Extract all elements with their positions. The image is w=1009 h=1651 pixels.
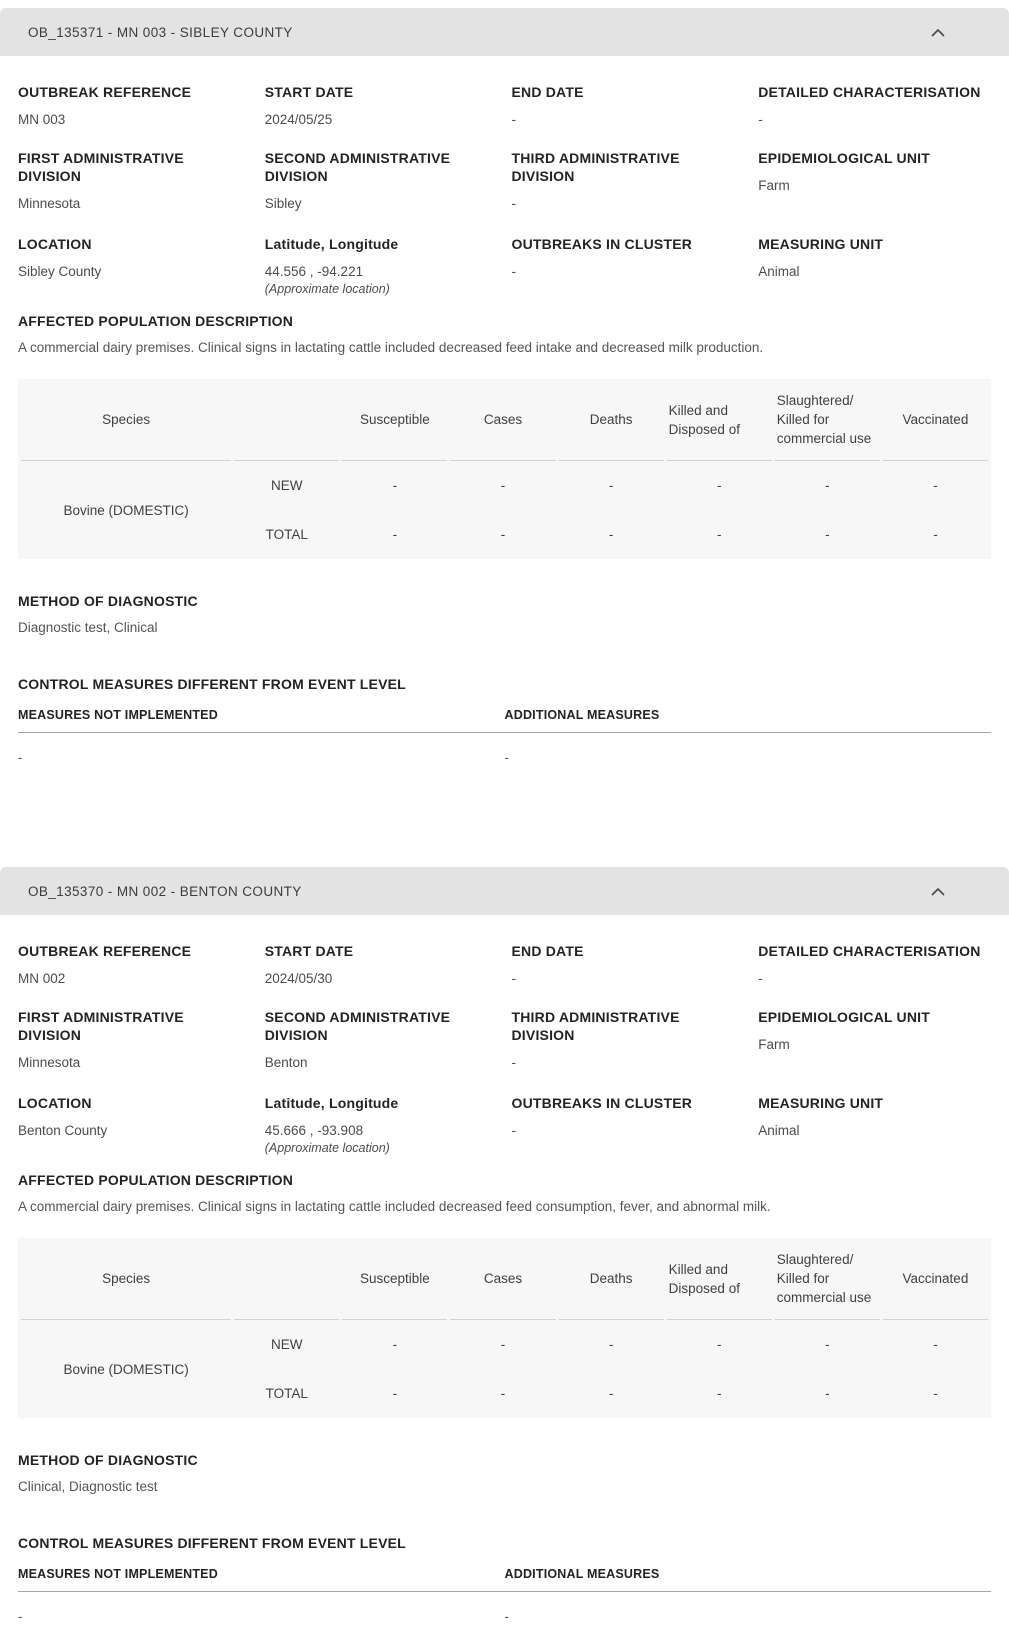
field-start-date xyxy=(265,942,498,988)
field-value: MN 002 xyxy=(18,971,66,986)
killed-cell: - xyxy=(716,478,722,493)
row-type-cell: NEW xyxy=(271,1337,303,1352)
chevron-up-icon[interactable] xyxy=(931,887,945,896)
field-label: MEASURING UNIT xyxy=(758,1095,884,1111)
field-value: Farm xyxy=(758,1037,790,1052)
field-location xyxy=(18,1094,251,1157)
field-label: START DATE xyxy=(264,943,354,959)
col-header-rowtype xyxy=(234,1238,339,1320)
field-third-admin-division xyxy=(512,1008,745,1072)
field-label: DETAILED CHARACTERISATION xyxy=(758,943,981,959)
field-label: LOCATION xyxy=(18,236,92,252)
field-third-admin-division xyxy=(512,149,745,213)
method-of-diagnostic-section xyxy=(18,1451,991,1496)
killed-cell: - xyxy=(716,527,722,542)
field-label: END DATE xyxy=(511,84,584,100)
measures-not-implemented-column xyxy=(18,1566,505,1626)
field-end-date xyxy=(512,942,745,988)
field-second-admin-division xyxy=(265,1008,498,1072)
col-header-cases: Cases xyxy=(450,1238,555,1320)
deaths-cell: - xyxy=(608,478,614,493)
field-value: 44.556 , -94.221 xyxy=(264,264,364,279)
field-value: Benton County xyxy=(18,1123,108,1138)
field-value: Sibley County xyxy=(18,264,102,279)
field-label: SECOND ADMINISTRATIVE DIVISION xyxy=(264,150,451,184)
field-label: EPIDEMIOLOGICAL UNIT xyxy=(758,150,930,166)
vaccinated-cell: - xyxy=(933,527,938,542)
additional-measures-column xyxy=(505,1566,992,1626)
field-value: - xyxy=(758,971,763,986)
col-header-killed-disposed: Killed and Disposed of xyxy=(667,379,772,461)
deaths-cell: - xyxy=(608,1386,614,1401)
susceptible-cell: - xyxy=(392,1386,398,1401)
field-epidemiological-unit xyxy=(758,149,991,213)
field-label: FIRST ADMINISTRATIVE DIVISION xyxy=(18,1009,184,1043)
field-label: OUTBREAK REFERENCE xyxy=(18,84,192,100)
field-value: MN 003 xyxy=(18,112,66,127)
vaccinated-cell: - xyxy=(933,1386,938,1401)
outbreak-details xyxy=(0,83,1009,767)
row-type-cell: TOTAL xyxy=(265,527,308,542)
method-of-diagnostic-value: Clinical, Diagnostic test xyxy=(18,1479,158,1494)
field-label: LOCATION xyxy=(18,1095,92,1111)
field-value: Farm xyxy=(758,178,790,193)
cases-cell: - xyxy=(500,1337,506,1352)
field-value: - xyxy=(511,112,516,127)
species-table xyxy=(18,1238,991,1418)
cases-cell: - xyxy=(500,527,506,542)
field-value: Sibley xyxy=(264,196,302,211)
species-name-cell: Bovine (DOMESTIC) xyxy=(63,1361,189,1377)
field-latitude-longitude xyxy=(265,235,498,298)
field-latitude-longitude xyxy=(265,1094,498,1157)
additional-measures-column xyxy=(505,707,992,767)
outbreak-accordion-header[interactable] xyxy=(0,8,1009,56)
field-outbreaks-in-cluster xyxy=(512,235,745,298)
chevron-up-icon[interactable] xyxy=(931,28,945,37)
field-label: THIRD ADMINISTRATIVE DIVISION xyxy=(511,150,680,184)
susceptible-cell: - xyxy=(392,478,398,493)
field-measuring-unit xyxy=(758,1094,991,1157)
col-header-species: Species xyxy=(21,1238,231,1320)
col-header-slaughtered-text: Slaughtered/ Killed for commercial use xyxy=(776,1252,872,1305)
field-detailed-characterisation xyxy=(758,942,991,988)
field-label: THIRD ADMINISTRATIVE DIVISION xyxy=(511,1009,680,1043)
method-of-diagnostic-value: Diagnostic test, Clinical xyxy=(18,620,158,635)
field-value: Minnesota xyxy=(18,1055,81,1070)
control-measures-title: CONTROL MEASURES DIFFERENT FROM EVENT LEVEL xyxy=(18,1535,406,1551)
field-label: START DATE xyxy=(264,84,354,100)
field-epidemiological-unit xyxy=(758,1008,991,1072)
susceptible-cell: - xyxy=(392,527,398,542)
field-label: Latitude, Longitude xyxy=(264,1095,399,1111)
field-label: FIRST ADMINISTRATIVE DIVISION xyxy=(18,150,184,184)
species-name-cell: Bovine (DOMESTIC) xyxy=(63,502,189,518)
field-value: 2024/05/30 xyxy=(264,971,333,986)
col-header-vaccinated: Vaccinated xyxy=(883,1238,988,1320)
table-row xyxy=(21,1320,988,1369)
slaughtered-cell: - xyxy=(825,1386,830,1401)
killed-cell: - xyxy=(716,1337,722,1352)
outbreak-panel-1 xyxy=(0,8,1009,767)
cases-cell: - xyxy=(500,1386,506,1401)
col-header-susceptible: Susceptible xyxy=(342,379,447,461)
row-type-cell: NEW xyxy=(271,478,303,493)
field-label: OUTBREAKS IN CLUSTER xyxy=(511,1095,693,1111)
col-header-slaughtered xyxy=(775,1238,880,1320)
vaccinated-cell: - xyxy=(933,478,938,493)
field-outbreak-reference xyxy=(18,83,251,129)
field-value: - xyxy=(511,971,516,986)
affected-population-label: AFFECTED POPULATION DESCRIPTION xyxy=(18,1172,294,1188)
field-label: MEASURING UNIT xyxy=(758,236,884,252)
field-label: Latitude, Longitude xyxy=(264,236,399,252)
col-header-cases: Cases xyxy=(450,379,555,461)
outbreak-details xyxy=(0,942,1009,1626)
method-of-diagnostic-label: METHOD OF DIAGNOSTIC xyxy=(18,593,198,609)
row-type-cell: TOTAL xyxy=(265,1386,308,1401)
field-value: Minnesota xyxy=(18,196,81,211)
additional-measures-label: ADDITIONAL MEASURES xyxy=(505,1566,992,1592)
measures-not-implemented-label: MEASURES NOT IMPLEMENTED xyxy=(18,707,505,733)
species-table xyxy=(18,379,991,559)
table-row xyxy=(21,461,988,510)
field-value: - xyxy=(511,264,516,279)
field-label: EPIDEMIOLOGICAL UNIT xyxy=(758,1009,930,1025)
slaughtered-cell: - xyxy=(825,527,830,542)
method-of-diagnostic-label: METHOD OF DIAGNOSTIC xyxy=(18,1452,198,1468)
outbreak-accordion-header[interactable] xyxy=(0,867,1009,915)
field-first-admin-division xyxy=(18,149,251,213)
field-value: - xyxy=(758,112,763,127)
additional-measures-label: ADDITIONAL MEASURES xyxy=(505,707,992,733)
outbreak-title: OB_135371 - MN 003 - SIBLEY COUNTY xyxy=(28,24,293,40)
field-label: DETAILED CHARACTERISATION xyxy=(758,84,981,100)
measures-not-implemented-value: - xyxy=(18,1609,23,1624)
field-label: OUTBREAK REFERENCE xyxy=(18,943,192,959)
field-value: Benton xyxy=(264,1055,308,1070)
field-label: END DATE xyxy=(511,943,584,959)
field-label: SECOND ADMINISTRATIVE DIVISION xyxy=(264,1009,451,1043)
affected-population-text: A commercial dairy premises. Clinical signs in lactating cattle included decreased feed intake and decreased milk production. xyxy=(18,340,764,355)
col-header-rowtype xyxy=(234,379,339,461)
field-first-admin-division xyxy=(18,1008,251,1072)
deaths-cell: - xyxy=(608,1337,614,1352)
slaughtered-cell: - xyxy=(825,478,830,493)
affected-population-section xyxy=(18,312,991,357)
col-header-vaccinated: Vaccinated xyxy=(883,379,988,461)
affected-population-section xyxy=(18,1171,991,1216)
field-second-admin-division xyxy=(265,149,498,213)
measures-not-implemented-column xyxy=(18,707,505,767)
additional-measures-value: - xyxy=(504,750,509,765)
affected-population-text: A commercial dairy premises. Clinical signs in lactating cattle included decreased feed consumption, fever, and abnormal milk. xyxy=(18,1199,771,1214)
measures-not-implemented-value: - xyxy=(18,750,23,765)
species-table-header-row xyxy=(21,1238,988,1320)
method-of-diagnostic-section xyxy=(18,592,991,637)
control-measures-section xyxy=(18,675,991,767)
additional-measures-value: - xyxy=(504,1609,509,1624)
field-outbreak-reference xyxy=(18,942,251,988)
field-detailed-characterisation xyxy=(758,83,991,129)
susceptible-cell: - xyxy=(392,1337,398,1352)
vaccinated-cell: - xyxy=(933,1337,938,1352)
field-end-date xyxy=(512,83,745,129)
col-header-slaughtered-text: Slaughtered/ Killed for commercial use xyxy=(776,393,872,446)
slaughtered-cell: - xyxy=(825,1337,830,1352)
outbreak-panel-2 xyxy=(0,867,1009,1626)
col-header-slaughtered xyxy=(775,379,880,461)
field-value: - xyxy=(511,1123,516,1138)
field-value: 2024/05/25 xyxy=(264,112,333,127)
killed-cell: - xyxy=(716,1386,722,1401)
species-table-header-row xyxy=(21,379,988,461)
field-value: Animal xyxy=(758,1123,800,1138)
control-measures-section xyxy=(18,1534,991,1626)
col-header-deaths: Deaths xyxy=(559,1238,664,1320)
field-value: - xyxy=(511,1055,516,1070)
col-header-species: Species xyxy=(21,379,231,461)
control-measures-title: CONTROL MEASURES DIFFERENT FROM EVENT LEVEL xyxy=(18,676,406,692)
field-outbreaks-in-cluster xyxy=(512,1094,745,1157)
col-header-susceptible: Susceptible xyxy=(342,1238,447,1320)
measures-not-implemented-label: MEASURES NOT IMPLEMENTED xyxy=(18,1566,505,1592)
col-header-deaths: Deaths xyxy=(559,379,664,461)
outbreak-title: OB_135370 - MN 002 - BENTON COUNTY xyxy=(28,883,302,899)
field-start-date xyxy=(265,83,498,129)
field-measuring-unit xyxy=(758,235,991,298)
deaths-cell: - xyxy=(608,527,614,542)
affected-population-label: AFFECTED POPULATION DESCRIPTION xyxy=(18,313,294,329)
approximate-location-note: (Approximate location) xyxy=(264,1141,390,1155)
approximate-location-note: (Approximate location) xyxy=(264,282,390,296)
col-header-killed-disposed: Killed and Disposed of xyxy=(667,1238,772,1320)
field-value: Animal xyxy=(758,264,800,279)
field-location xyxy=(18,235,251,298)
field-value: - xyxy=(511,196,516,211)
cases-cell: - xyxy=(500,478,506,493)
field-value: 45.666 , -93.908 xyxy=(264,1123,364,1138)
field-label: OUTBREAKS IN CLUSTER xyxy=(511,236,693,252)
